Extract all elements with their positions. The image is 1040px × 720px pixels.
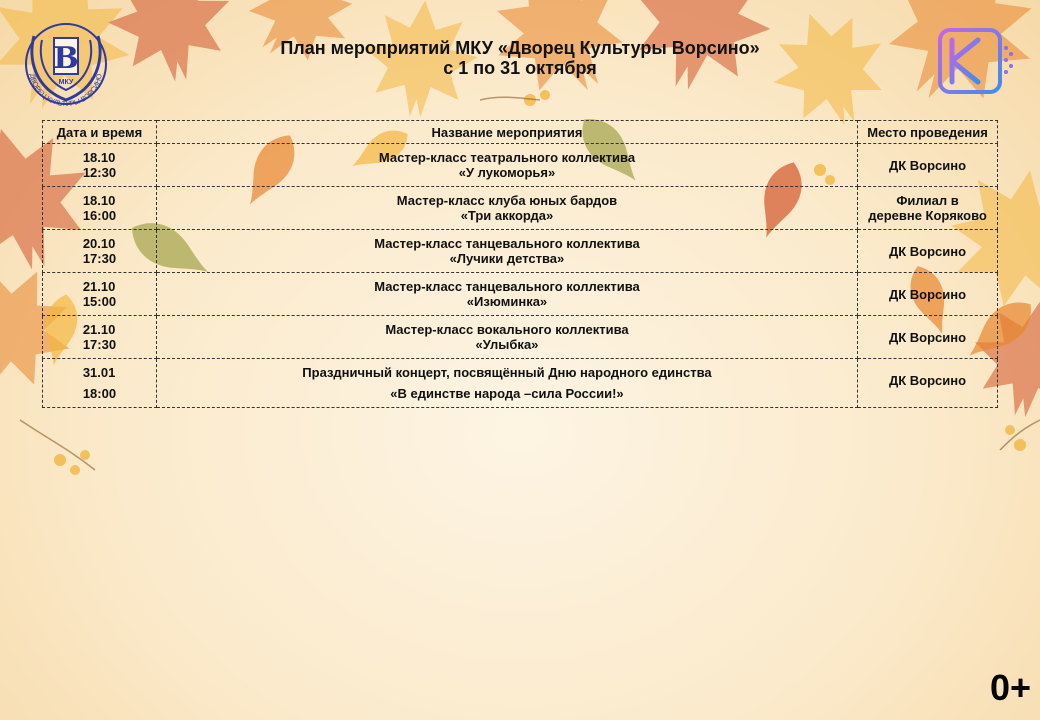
dk-vorsino-logo (20, 18, 112, 110)
logo-small-text: МКУ (58, 79, 74, 86)
venue-line-1: ДК Ворсино (888, 329, 967, 345)
row-date: 18.10 (82, 193, 116, 208)
table-row (43, 144, 998, 187)
row-datetime (43, 273, 157, 316)
table-row (43, 187, 998, 230)
header-event-name: Название мероприятия (156, 121, 857, 144)
row-datetime (43, 359, 157, 408)
row-datetime (43, 316, 157, 359)
table-header-row (43, 121, 998, 144)
venue-line-1: ДК Ворсино (888, 372, 967, 388)
row-date: 21.10 (82, 279, 116, 294)
events-table (42, 120, 998, 408)
row-venue (858, 316, 998, 359)
row-venue (858, 230, 998, 273)
row-event-name (156, 144, 857, 187)
row-time: 15:00 (82, 294, 117, 309)
row-event-name (156, 273, 857, 316)
logo-ring-text: ДВОРЕЦ КУЛЬТУРЫ ВОРСИНО (28, 73, 104, 109)
page-title (160, 38, 880, 78)
event-subtitle: «В единстве народа –сила России!» (390, 386, 624, 401)
venue-line-1: ДК Ворсино (888, 157, 967, 173)
title-line-2: с 1 по 31 октября (443, 58, 597, 78)
age-rating: 0+ (990, 667, 1032, 708)
event-title: Праздничный концерт, посвящённый Дню народного единства (302, 365, 712, 380)
row-date: 20.10 (82, 236, 116, 251)
event-title: Мастер-класс танцевального коллектива (374, 236, 640, 251)
title-line-1: План мероприятий МКУ «Дворец Культуры Ворсино» (280, 38, 760, 58)
row-date: 21.10 (82, 322, 116, 337)
row-venue (858, 359, 998, 408)
row-venue (858, 187, 998, 230)
row-time: 17:30 (82, 251, 117, 266)
row-datetime (43, 187, 157, 230)
row-date: 18.10 (82, 150, 116, 165)
venue-line-1: ДК Ворсино (888, 243, 967, 259)
row-datetime (43, 144, 157, 187)
row-time: 17:30 (82, 337, 117, 352)
event-title: Мастер-класс клуба юных бардов (396, 193, 618, 208)
culture-logo (934, 26, 1014, 98)
table-row (43, 273, 998, 316)
row-venue (858, 273, 998, 316)
row-time: 12:30 (82, 165, 117, 180)
row-event-name (156, 359, 857, 408)
event-subtitle: «У лукоморья» (458, 165, 556, 180)
header-venue: Место проведения (858, 121, 998, 144)
header-date-time: Дата и время (43, 121, 157, 144)
event-subtitle: «Лучики детства» (449, 251, 565, 266)
event-subtitle: «Три аккорда» (460, 208, 554, 223)
venue-line-1: Филиал в (896, 193, 959, 208)
row-venue (858, 144, 998, 187)
row-event-name (156, 187, 857, 230)
row-datetime (43, 230, 157, 273)
venue-line-2: деревне Коряково (868, 208, 987, 223)
table-row (43, 230, 998, 273)
event-title: Мастер-класс танцевального коллектива (374, 279, 640, 294)
row-time: 16:00 (82, 208, 117, 223)
event-subtitle: «Изюминка» (466, 294, 548, 309)
logo-letter: В (53, 41, 79, 76)
event-title: Мастер-класс вокального коллектива (385, 322, 629, 337)
table-row (43, 359, 998, 408)
event-title: Мастер-класс театрального коллектива (378, 150, 636, 165)
event-subtitle: «Улыбка» (475, 337, 539, 352)
row-time: 18:00 (82, 386, 117, 401)
venue-line-1: ДК Ворсино (888, 286, 967, 302)
row-date: 31.01 (82, 365, 116, 380)
table-row (43, 316, 998, 359)
row-event-name (156, 230, 857, 273)
row-event-name (156, 316, 857, 359)
